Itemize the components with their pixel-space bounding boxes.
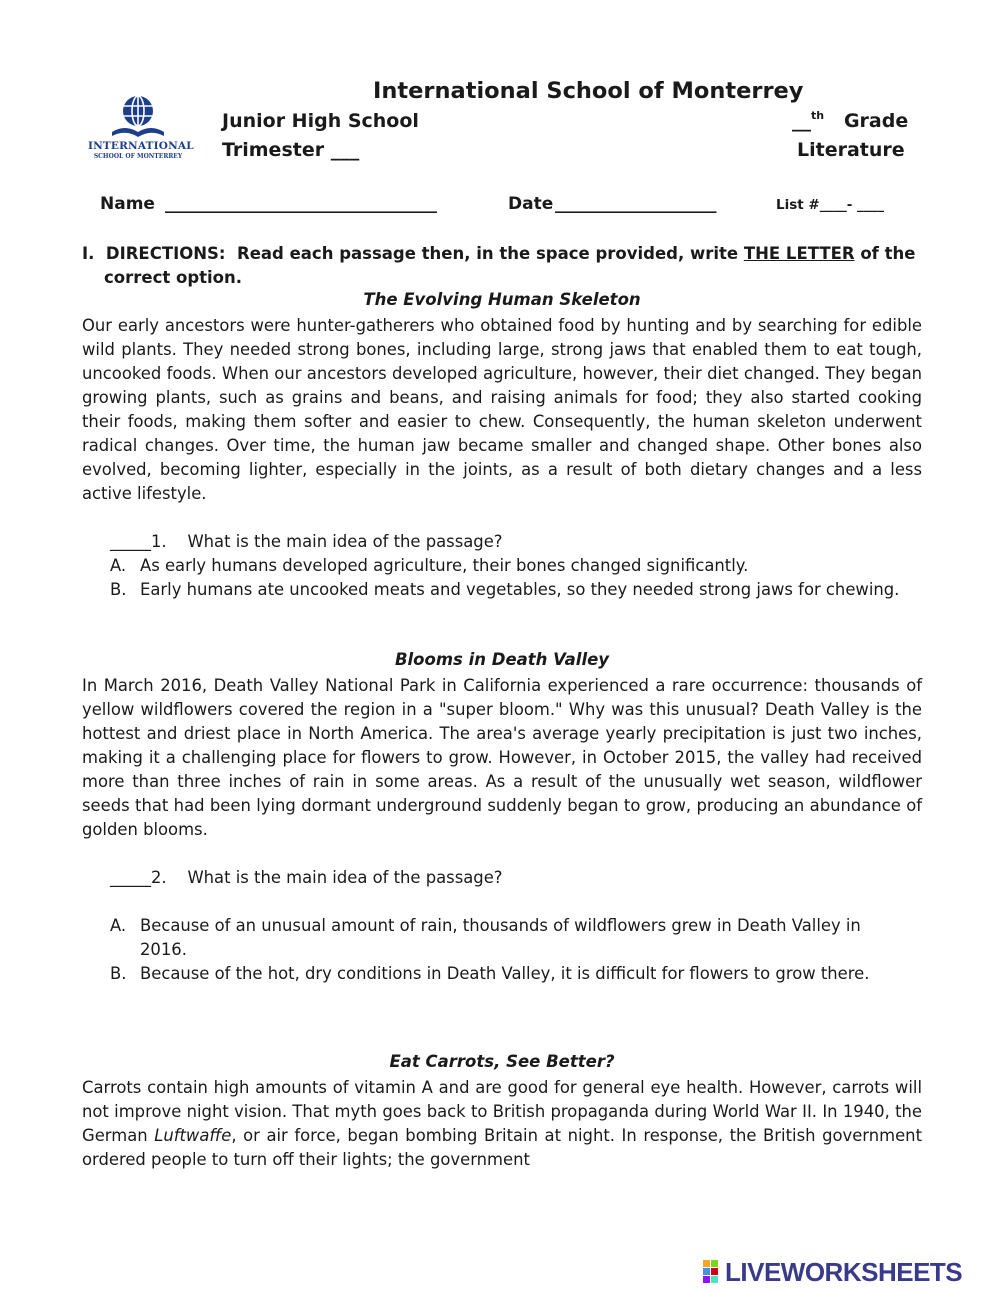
name-label: Name [100, 194, 155, 214]
directions-text: I. DIRECTIONS: Read each passage then, in the space provided, write [82, 244, 744, 263]
passage-title: Eat Carrots, See Better? [389, 1052, 615, 1071]
list-number-field[interactable]: List #____- ____ [776, 197, 885, 213]
passage-text: Our early ancestors were hunter-gatherers who obtained food by hunting and by searching for edible wild plants. They needed strong bones, including large, strong jaws that enabled them to eat tough, uncooked foods. When our ancestors developed agriculture, however, their diet changed. They began growing plants, such as grains and beans, and raising animals for food; they also started cooking their foods, making them softer and easier to chew. Consequently, the human skeleton underwent radical changes. Over time, the human jaw became smaller and changed shape. Other bones also evolved, becoming lighter, especially in the joints, as a result of both dietary changes and a less active lifestyle. [82, 316, 922, 503]
passage-text-italic: Luftwaffe [154, 1126, 232, 1145]
option-letter: A. [110, 556, 127, 575]
directions-line1 [82, 242, 915, 266]
passage-text: In March 2016, Death Valley National Park in California experienced a rare occurrence: thousands of yellow wildflowers covered the region in a "super bloom." Why was this unusual? Death Valley is the hottest and driest place in North America. The area's average yearly precipitation is just two inches, making it a challenging place for flowers to grow. However, in October 2015, the valley had received more than three inches of rain in some areas. As a result of the unusually wet season, wildflower seeds that had been lying dormant underground suddenly began to grow, producing an abundance of golden blooms. [82, 676, 922, 839]
option-b[interactable] [110, 578, 920, 626]
option-letter: B. [110, 580, 127, 599]
date-label: Date [508, 194, 554, 214]
option-b[interactable] [110, 962, 920, 1010]
liveworksheets-icon [703, 1260, 719, 1282]
grade-suffix: th [811, 109, 825, 122]
directions-line2: correct option. [104, 268, 243, 287]
liveworksheets-brand: LIVEWORKSHEETS [725, 1257, 963, 1287]
school-logo [88, 94, 194, 170]
directions-text-end: of the [854, 244, 916, 263]
option-text: Early humans ate uncooked meats and vegetables, so they needed strong jaws for chewing. [140, 580, 900, 599]
division-label: Junior High School [222, 110, 419, 132]
passage-title: The Evolving Human Skeleton [363, 290, 641, 309]
option-letter: B. [110, 964, 127, 983]
grade-field [792, 110, 908, 132]
option-letter: A. [110, 916, 127, 935]
option-a[interactable] [110, 914, 920, 962]
name-input-line[interactable]: ________________________________ [165, 194, 437, 214]
passage-text-end: , or air force, began bombing Britain at night. In response, the British government ordered people to turn off their lights; the government [82, 1126, 922, 1169]
date-input-line[interactable]: ___________________ [555, 194, 717, 214]
passage-text [82, 1076, 922, 1172]
option-text: Because of an unusual amount of rain, thousands of wildflowers grew in Death Valley in 2016. [140, 916, 861, 959]
passage-text-start: Carrots contain high amounts of vitamin A and are good for general eye health. However, carrots will not improve night vision. That myth goes back to British propaganda during World War II. In 1940, the German [82, 1078, 922, 1145]
school-name: International School of Monterrey [373, 78, 804, 104]
option-text: Because of the hot, dry conditions in Death Valley, it is difficult for flowers to grow there. [140, 964, 870, 983]
directions-emphasis: THE LETTER [743, 244, 855, 263]
question-1[interactable]: _____1. What is the main idea of the passage? [110, 532, 503, 551]
logo-text-line1: INTERNATIONAL [88, 140, 194, 152]
grade-label: Grade [843, 110, 909, 132]
logo-text-line2: SCHOOL OF MONTERREY [93, 153, 183, 160]
globe-book-icon [110, 94, 166, 140]
grade-blank[interactable]: __ [792, 110, 811, 132]
question-2[interactable]: _____2. What is the main idea of the passage? [110, 868, 503, 887]
passage-title: Blooms in Death Valley [394, 650, 610, 669]
trimester-field[interactable]: Trimester ___ [222, 139, 360, 161]
subject-label: Literature [797, 139, 905, 161]
option-a[interactable] [110, 554, 920, 578]
option-text: As early humans developed agriculture, their bones changed significantly. [140, 556, 749, 575]
